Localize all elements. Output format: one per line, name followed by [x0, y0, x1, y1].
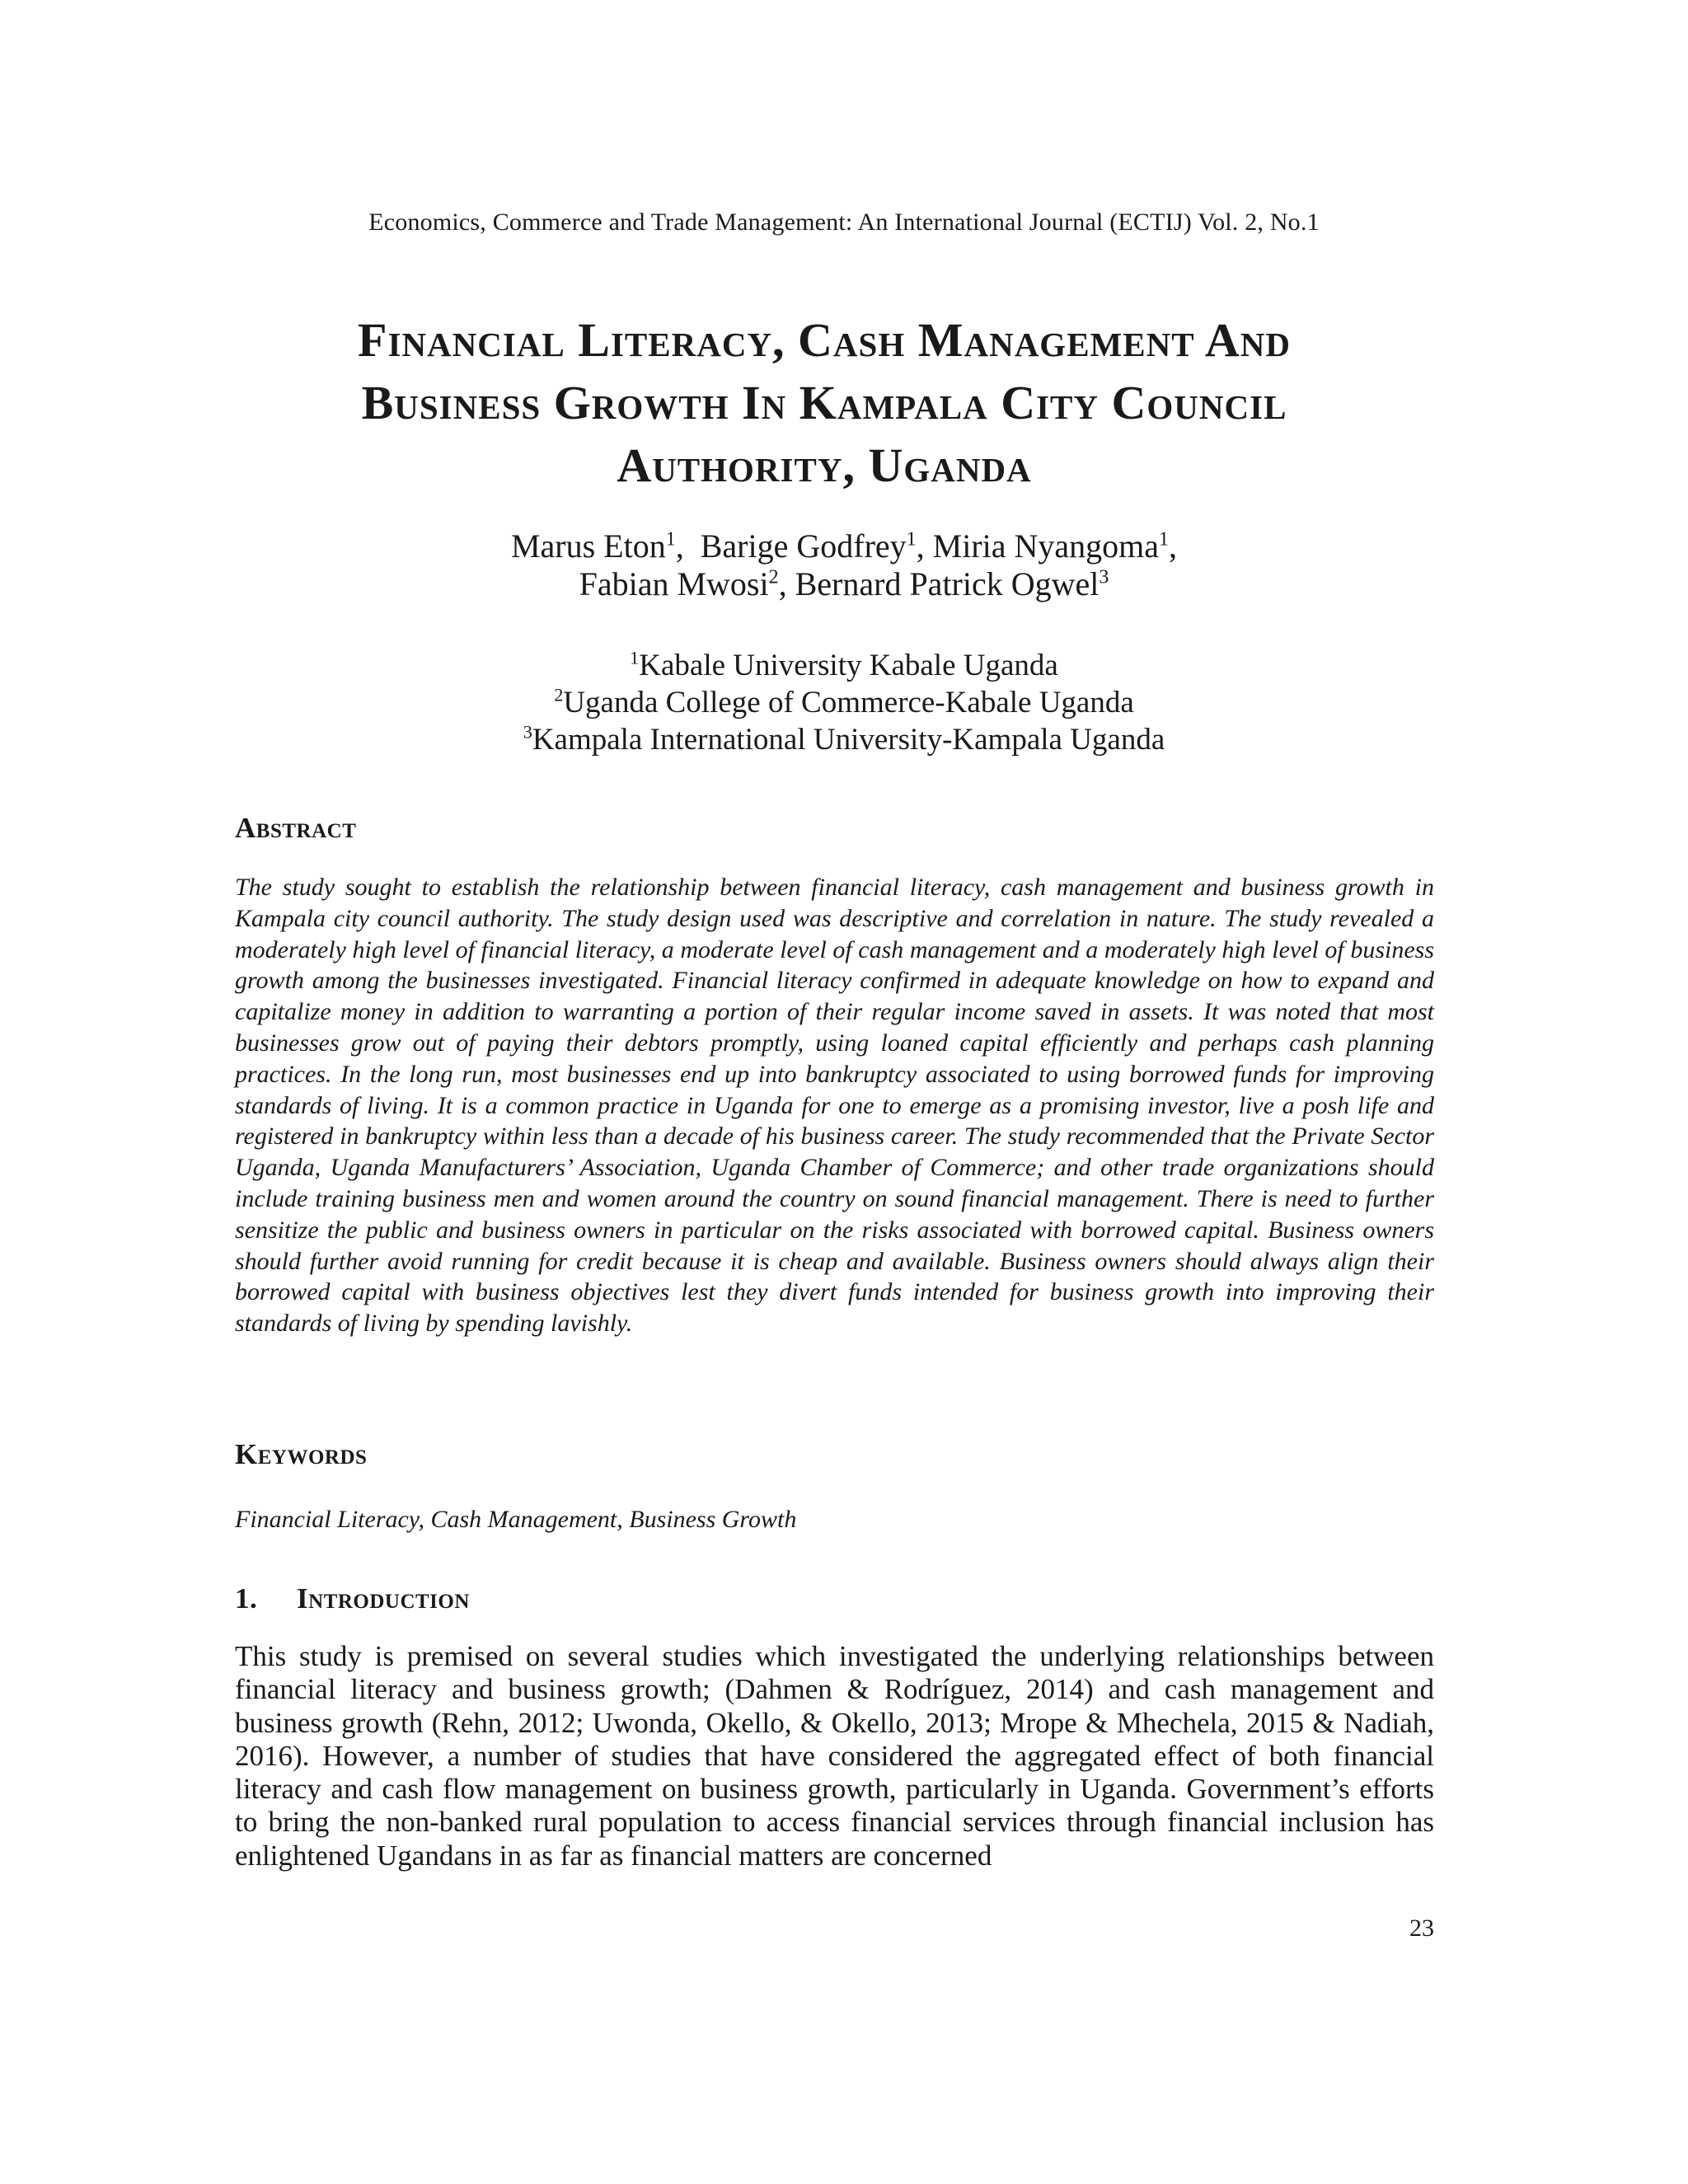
paper-title	[206, 309, 1442, 497]
keywords-text: Financial Literacy, Cash Management, Business Growth	[235, 1506, 797, 1533]
introduction-text: This study is premised on several studies which investigated the underlying relationships between financial literacy and business growth; (Dahmen & Rodríguez, 2014) and cash management and business growth (Rehn, 2012; Uwonda, Okello, & Okello, 2013; Mrope & Mhechela, 2015 & Nadiah, 2016). However, a number of studies that have considered the aggregated effect of both financial literacy and cash flow management on business growth, particularly in Uganda. Government’s efforts to bring the non-banked rural population to access financial services through financial inclusion has enlightened Ugandans in as far as financial matters are concerned	[235, 1640, 1434, 1872]
journal-header: Economics, Commerce and Trade Management: An International Journal (ECTIJ) Vol. 2, No.1	[368, 209, 1320, 236]
affiliation-marker: 3	[523, 721, 532, 743]
author-list	[0, 527, 1688, 603]
section-title: Introduction	[297, 1582, 470, 1615]
affiliation-list	[0, 647, 1688, 758]
title-line-3: Authority, Uganda	[617, 438, 1032, 492]
affiliation-item	[0, 647, 1688, 684]
author-affiliation-marker: 1	[1159, 528, 1170, 551]
section-number: 1.	[235, 1582, 258, 1615]
author-line-1: Marus Eton$^1$, Barige Godfrey$^1$, Miria Nyangoma$^1$,	[510, 527, 1178, 565]
affiliation-text: Kampala International University-Kampala Uganda	[532, 723, 1165, 757]
affiliation-marker: 1	[630, 647, 640, 668]
affiliation-text: Uganda College of Commerce-Kabale Uganda	[563, 686, 1134, 719]
author-affiliation-marker: 1	[665, 528, 676, 551]
author-name: Barige Godfrey	[700, 527, 907, 565]
affiliation-item	[0, 684, 1688, 721]
title-line-2: Business Growth In Kampala City Council	[361, 376, 1287, 429]
introduction-heading	[235, 1582, 470, 1615]
author-name: Bernard Patrick Ogwel	[795, 565, 1100, 602]
affiliation-marker: 2	[554, 684, 564, 705]
author-affiliation-marker: 2	[768, 566, 779, 588]
affiliation-text: Kabale University Kabale Uganda	[639, 649, 1058, 682]
author-name: Fabian Mwosi	[579, 565, 769, 602]
page-number: 23	[1409, 1915, 1434, 1942]
author-line-2: Fabian Mwosi$^2$, Bernard Patrick Ogwel$^3$	[579, 565, 1109, 602]
affiliation-item	[0, 721, 1688, 758]
author-affiliation-marker: 1	[906, 528, 917, 551]
author-affiliation-marker: 3	[1099, 566, 1109, 588]
abstract-text: The study sought to establish the relationship between financial literacy, cash management and business growth in Kampala city council authority. The study design used was descriptive and correlation in nature. The study revealed a moderately high level of financial literacy, a moderate level of cash management and a moderately high level of business growth among the businesses investigated. Financial literacy confirmed in adequate knowledge on how to expand and capitalize money in addition to warranting a portion of their regular income saved in assets. It was noted that most businesses grow out of paying their debtors promptly, using loaned capital efficiently and perhaps cash planning practices. In the long run, most businesses end up into bankruptcy associated to using borrowed funds for improving standards of living. It is a common practice in Uganda for one to emerge as a promising investor, live a posh life and registered in bankruptcy within less than a decade of his business career. The study recommended that the Private Sector Uganda, Uganda Manufacturers’ Association, Uganda Chamber of Commerce; and other trade organizations should include training business men and women around the country on sound financial management. There is need to further sensitize the public and business owners in particular on the risks associated with borrowed capital. Business owners should further avoid running for credit because it is cheap and available. Business owners should always align their borrowed capital with business objectives lest they divert funds intended for business growth into improving their standards of living by spending lavishly.	[235, 874, 1434, 1338]
author-name: Marus Eton	[510, 527, 666, 565]
author-name: Miria Nyangoma	[932, 527, 1160, 565]
title-line-1: Financial Literacy, Cash Management And	[358, 313, 1291, 367]
keywords-heading: Keywords	[235, 1438, 368, 1470]
abstract-heading: Abstract	[235, 812, 357, 844]
